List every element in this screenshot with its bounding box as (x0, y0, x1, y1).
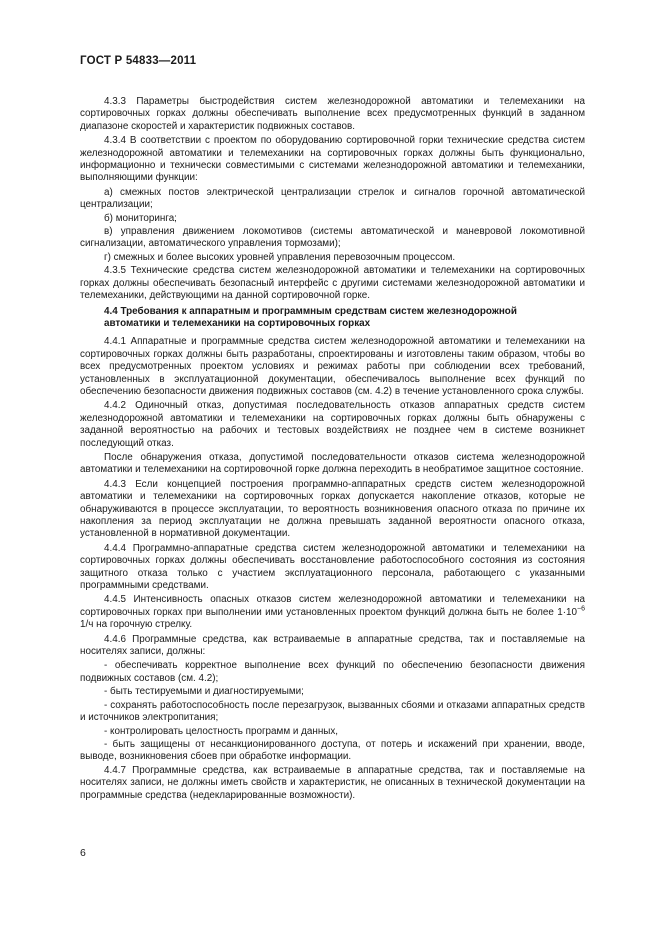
list-item-dash: - быть тестируемыми и диагностируемыми; (104, 686, 304, 698)
clause-4-4-7: 4.4.7 Программные средства, как встраиваемые в аппаратные средства, так и поставляемые на носителях записи, не должны иметь свойств и характеристик, не описанных в технической документации на программные средства (недекларированные возможности). (80, 764, 585, 801)
page-number: 6 (80, 847, 86, 859)
list-item-v: в) управления движением локомотивов (системы автоматической и маневровой локомотивной сигнализации, автоматического управления тормозами); (80, 226, 585, 250)
list-item-dash: - обеспечивать корректное выполнение всех функций по обеспечению безопасности движения подвижных составов (см. 4.2); (80, 660, 585, 684)
clause-4-4-1: 4.4.1 Аппаратные и программные средства систем железнодорожной автоматики и телемеханики на сортировочных горках должны быть разработаны, спроектированы и изготовлены таким образом, чтобы во всех предусмотренных проектом условиях и режимах работы при соблюдении всех требований, установленных в эксплуатационной документации, обеспечивалось выполнение всех функций по обеспечению безопасности движения подвижных составов (см. 4.2) в течение установленного срока службы. (80, 336, 585, 397)
list-item-dash: - быть защищены от несанкционированного доступа, от потерь и искажений при хранении, вводе, выводе, возникновения сбоев при обработке информации. (80, 738, 585, 763)
list-item-dash: - сохранять работоспособность после перезагрузок, вызванных сбоями и отказами аппаратных средств и источников электропитания; (80, 699, 585, 724)
clause-4-4-4: 4.4.4 Программно-аппаратные средства систем железнодорожной автоматики и телемеханики на сортировочных горках должны обеспечивать восстановление работоспособного состояния из состояния защитного отказа только с участием эксплуатационного персонала, работающего с указанными программными средствами. (80, 542, 585, 592)
clause-4-4-6: 4.4.6 Программные средства, как встраиваемые в аппаратные средства, так и поставляемые на носителях записи, должны: (80, 633, 585, 658)
document-body (80, 96, 585, 804)
exponent: −6 (577, 605, 585, 613)
section-heading-line-2: автоматики и телемеханики на сортировочных горках (104, 317, 371, 329)
clause-4-4-5-tail: 1/ч на горочную стрелку. (80, 619, 193, 631)
document-header: ГОСТ Р 54833—2011 (80, 55, 197, 67)
list-item-dash: - контролировать целостность программ и данных, (104, 725, 339, 737)
clause-4-4-2: 4.4.2 Одиночный отказ, допустимая последовательность отказов аппаратных средств систем железнодорожной автоматики и телемеханики на сортировочных горках должны быть обнаружены с заданной вероятностью на рабочих и тестовых воздействиях не позднее чем в системе возникнет последующий отказ. (80, 400, 585, 449)
clause-4-4-5 (80, 594, 585, 631)
clause-4-3-4: 4.3.4 В соответствии с проектом по оборудованию сортировочной горки технические средства систем железнодорожной автоматики и телемеханики на сортировочных горках должны быть функционально, информационно и технически совместимыми с системами железнодорожной автоматики и телемеханики, выполняющими функции: (80, 135, 585, 184)
clause-4-3-3: 4.3.3 Параметры быстродействия систем железнодорожной автоматики и телемеханики на сортировочных горках должны обеспечивать выполнение всех предусмотренных функций в заданном диапазоне скоростей и характеристик подвижных составов. (80, 96, 585, 132)
section-heading-line-1: 4.4 Требования к аппаратным и программным средствам систем железнодорожной (104, 305, 517, 317)
clause-4-4-3: 4.4.3 Если концепцией построения программно-аппаратных средств систем железнодорожной автоматики и телемеханики на сортировочных горках допускается накопление отказов, которые не обнаруживаются в процессе эксплуатации, то вероятность возникновения опасного отказа по причине их накопления за период эксплуатации не должна превышать заданной вероятности опасного отказа, установленной в нормативной документации. (80, 478, 585, 540)
section-heading-4-4 (80, 306, 585, 331)
list-item-b: б) мониторинга; (104, 212, 177, 224)
clause-4-3-5: 4.3.5 Технические средства систем железнодорожной автоматики и телемеханики на сортировочных горках должны обеспечивать безопасный интерфейс с другими системами железнодорожной автоматики и телемеханики, действующими на данной сортировочной горке. (80, 265, 585, 302)
clause-4-4-2-continuation: После обнаружения отказа, допустимой последовательности отказов система железнодорожной автоматики и телемеханики на сортировочной горке должна переходить в необратимое защитное состояние. (80, 451, 585, 476)
list-item-g: г) смежных и более высоких уровней управления перевозочным процессом. (104, 251, 456, 263)
clause-4-4-5-text: 4.4.5 Интенсивность опасных отказов систем железнодорожной автоматики и телемеханики на сортировочных горках при выполнении ими установленных проектом функций должна быть не более 1·10 (80, 594, 585, 618)
list-item-a: а) смежных постов электрической централизации стрелок и сигналов горочной автоматической централизации; (80, 186, 585, 211)
